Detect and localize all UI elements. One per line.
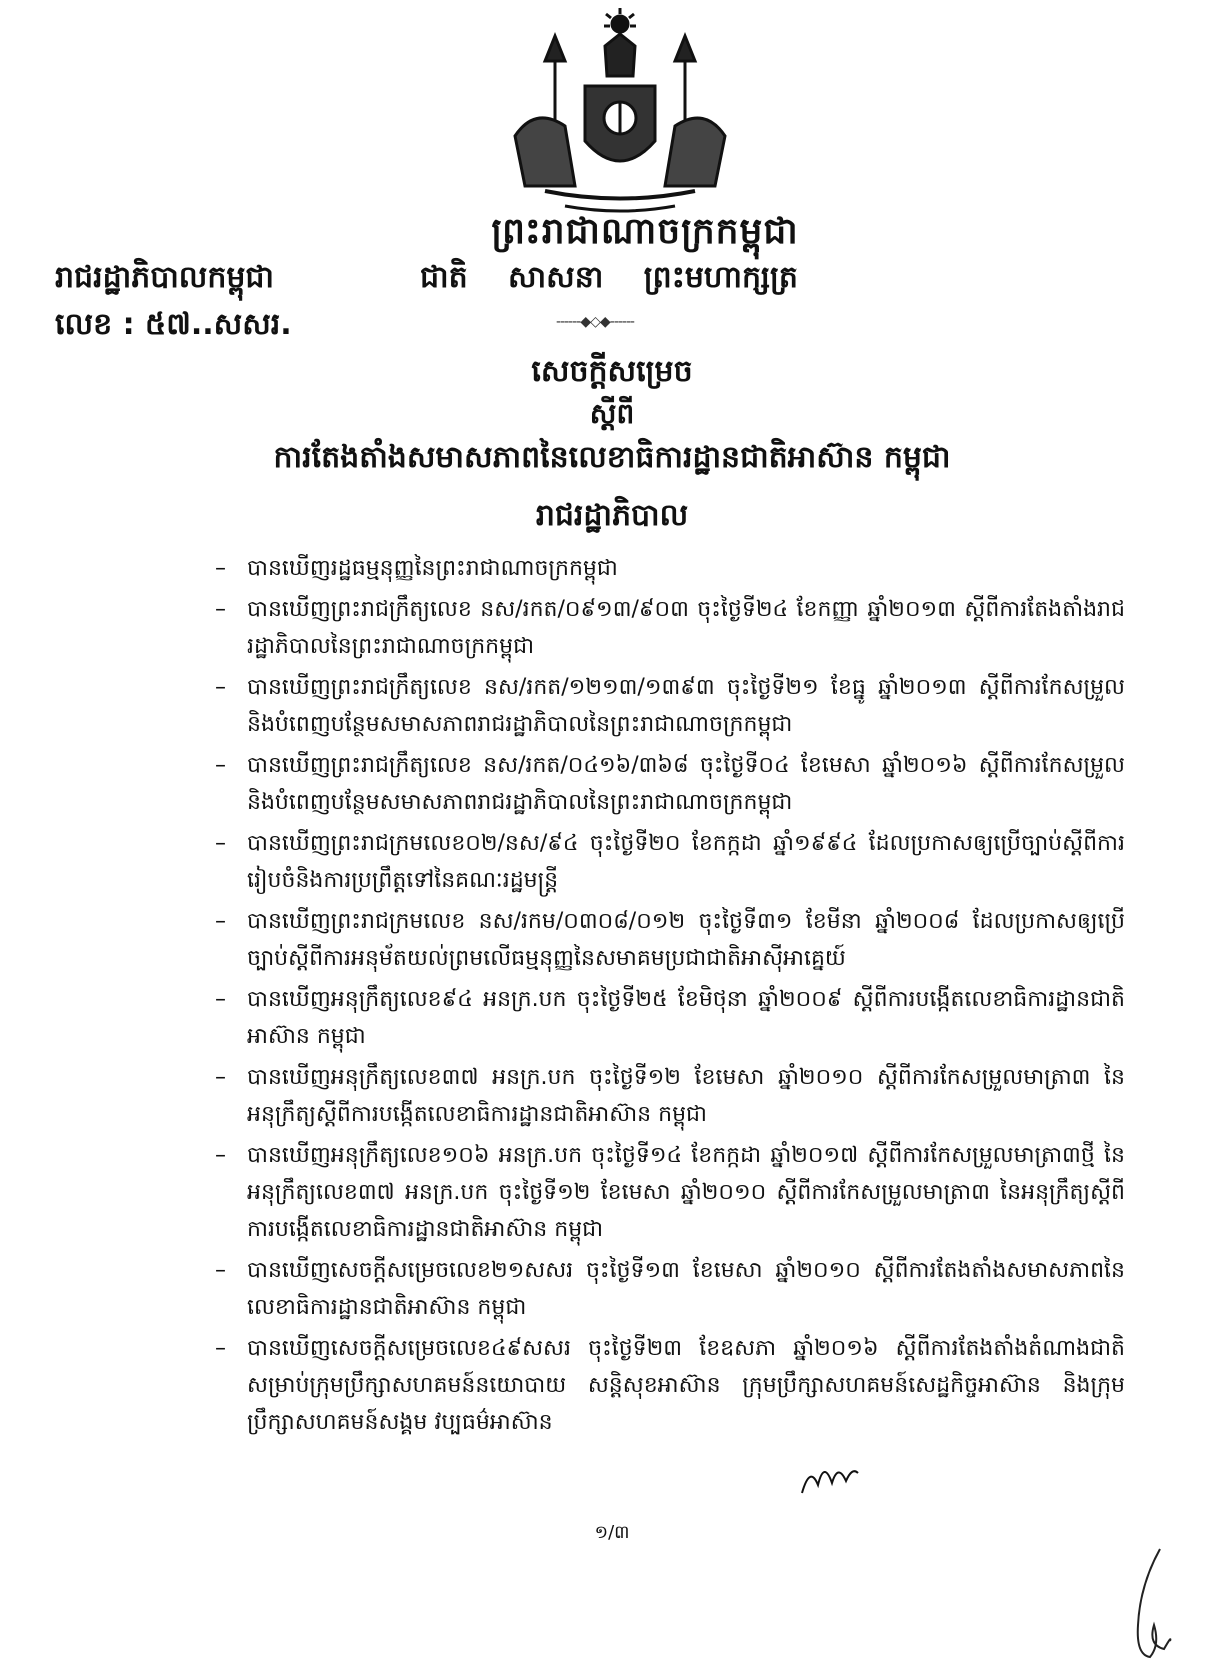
clause-dash: – [215, 909, 226, 934]
preamble-clause [215, 669, 1125, 743]
clause-text: បានឃើញព្រះរាជក្រឹត្យលេខ នស/រកត/១២១៣/១៣៩៣ ចុះថ្ងៃទី២១ ខែធ្នូ ឆ្នាំ២០១៣ ស្តីពីការកែសម្រួលនិងបំពេញបន្ថែមសមាសភាពរាជរដ្ឋាភិបាលនៃព្រះរាជាណាចក្រកម្ពុជា [247, 675, 1125, 737]
preamble-clause [215, 1059, 1125, 1133]
preamble-clause [215, 825, 1125, 899]
clause-dash: – [215, 1336, 226, 1361]
handwritten-initials [800, 1455, 860, 1495]
preamble-clause [215, 903, 1125, 977]
clause-text: បានឃើញអនុក្រឹត្យលេខ៩៤ អនក្រ.បក ចុះថ្ងៃទី២៥ ខែមិថុនា ឆ្នាំ២០០៩ ស្តីពីការបង្កើតលេខាធិការដ្ឋានជាតិអាស៊ាន កម្ពុជា [247, 987, 1125, 1049]
clause-text: បានឃើញព្រះរាជក្រមលេខ នស/រកម/០៣០៨/០១២ ចុះថ្ងៃទី៣១ ខែមីនា ឆ្នាំ២០០៨ ដែលប្រកាសឲ្យប្រើច្បាប់ស្តីពីការអនុម័តយល់ព្រមលើធម្មនុញ្ញនៃសមាគមប្រជាជាតិអាស៊ីអាគ្នេយ៍ [247, 909, 1125, 971]
clause-text: បានឃើញអនុក្រឹត្យលេខ៣៧ អនក្រ.បក ចុះថ្ងៃទី១២ ខែមេសា ឆ្នាំ២០១០ ស្តីពីការកែសម្រួលមាត្រា៣ នៃអនុក្រឹត្យស្តីពីការបង្កើតលេខាធិការដ្ឋានជាតិអាស៊ាន កម្ពុជា [247, 1065, 1125, 1127]
clause-text: បានឃើញព្រះរាជក្រឹត្យលេខ នស/រកត/០៤១៦/៣៦៨ ចុះថ្ងៃទី០៤ ខែមេសា ឆ្នាំ២០១៦ ស្តីពីការកែសម្រួលនិងបំពេញបន្ថែមសមាសភាពរាជរដ្ឋាភិបាលនៃព្រះរាជាណាចក្រកម្ពុជា [247, 753, 1125, 815]
handwritten-signature [1120, 1545, 1180, 1665]
clause-dash: – [215, 753, 226, 778]
clause-text: បានឃើញរដ្ឋធម្មនុញ្ញនៃព្រះរាជាណាចក្រកម្ពុជា [247, 556, 618, 581]
clause-dash: – [215, 1065, 226, 1090]
clause-text: បានឃើញព្រះរាជក្រមលេខ០២/នស/៩៤ ចុះថ្ងៃទី២០ ខែកក្កដា ឆ្នាំ១៩៩៤ ដែលប្រកាសឲ្យប្រើច្បាប់ស្តីពីការរៀបចំនិងការប្រព្រឹត្តទៅនៃគណៈរដ្ឋមន្ត្រី [247, 831, 1125, 893]
clause-dash: – [215, 831, 226, 856]
clause-dash: – [215, 675, 226, 700]
document-type-title: សេចក្តីសម្រេច [531, 354, 693, 389]
issuing-government: រាជរដ្ឋាភិបាលកម្ពុជា [55, 260, 274, 295]
clause-text: បានឃើញសេចក្តីសម្រេចលេខ២១សសរ ចុះថ្ងៃទី១៣ ខែមេសា ឆ្នាំ២០១០ ស្តីពីការតែងតាំងសមាសភាពនៃលេខាធិការដ្ឋានជាតិអាស៊ាន កម្ពុជា [247, 1258, 1125, 1320]
preamble-clause [215, 1252, 1125, 1326]
clause-text: បានឃើញព្រះរាជក្រឹត្យលេខ នស/រកត/០៩១៣/៩០៣ ចុះថ្ងៃទី២៤ ខែកញ្ញា ឆ្នាំ២០១៣ ស្តីពីការតែងតាំងរាជរដ្ឋាភិបាលនៃព្រះរាជាណាចក្រកម្ពុជា [247, 597, 1125, 659]
clause-dash: – [215, 1258, 226, 1283]
clause-dash: – [215, 556, 226, 581]
preamble-clause [215, 1137, 1125, 1248]
clause-dash: – [215, 987, 226, 1012]
preamble-clause [215, 1330, 1125, 1441]
ornamental-divider: ------◆◇◆------ [556, 314, 634, 330]
issuing-authority: រាជរដ្ឋាភិបាល [535, 498, 689, 533]
national-motto: ជាតិ សាសនា ព្រះមហាក្សត្រ [420, 260, 798, 295]
clause-dash: – [215, 1143, 226, 1168]
page-number: ១/៣ [594, 1522, 630, 1543]
preamble-clause [215, 747, 1125, 821]
document-subject: ការតែងតាំងសមាសភាពនៃលេខាធិការដ្ឋានជាតិអាស៊ាន កម្ពុជា [273, 440, 951, 475]
clause-dash: – [215, 597, 226, 622]
royal-coat-of-arms-emblem [505, 6, 735, 221]
kingdom-name: ព្រះរាជាណាចក្រកម្ពុជា [491, 211, 799, 252]
preamble-clause [215, 591, 1125, 665]
document-number: លេខ : ៥៧..សសរ. [55, 307, 292, 342]
preamble-clause [215, 550, 1125, 587]
preamble-clause [215, 981, 1125, 1055]
clause-text: បានឃើញអនុក្រឹត្យលេខ១០៦ អនក្រ.បក ចុះថ្ងៃទី១៤ ខែកក្កដា ឆ្នាំ២០១៧ ស្តីពីការកែសម្រួលមាត្រា៣ថ្មី នៃអនុក្រឹត្យលេខ៣៧ អនក្រ.បក ចុះថ្ងៃទី១២ ខែមេសា ឆ្នាំ២០១០ ស្តីពីការកែសម្រួលមាត្រា៣ នៃអនុក្រឹត្យស្តីពីការបង្កើតលេខាធិការដ្ឋានជាតិអាស៊ាន កម្ពុជា [247, 1143, 1125, 1242]
preamble-clause-list [215, 550, 1125, 1445]
clause-text: បានឃើញសេចក្តីសម្រេចលេខ៤៩សសរ ចុះថ្ងៃទី២៣ ខែឧសភា ឆ្នាំ២០១៦ ស្តីពីការតែងតាំងតំណាងជាតិសម្រាប់ក្រុមប្រឹក្សាសហគមន៍នយោបាយ សន្តិសុខអាស៊ាន ក្រុមប្រឹក្សាសហគមន៍សេដ្ឋកិច្ចអាស៊ាន និងក្រុមប្រឹក្សាសហគមន៍សង្គម វប្បធម៌អាស៊ាន [247, 1336, 1125, 1435]
subject-label: ស្តីពី [589, 397, 635, 430]
